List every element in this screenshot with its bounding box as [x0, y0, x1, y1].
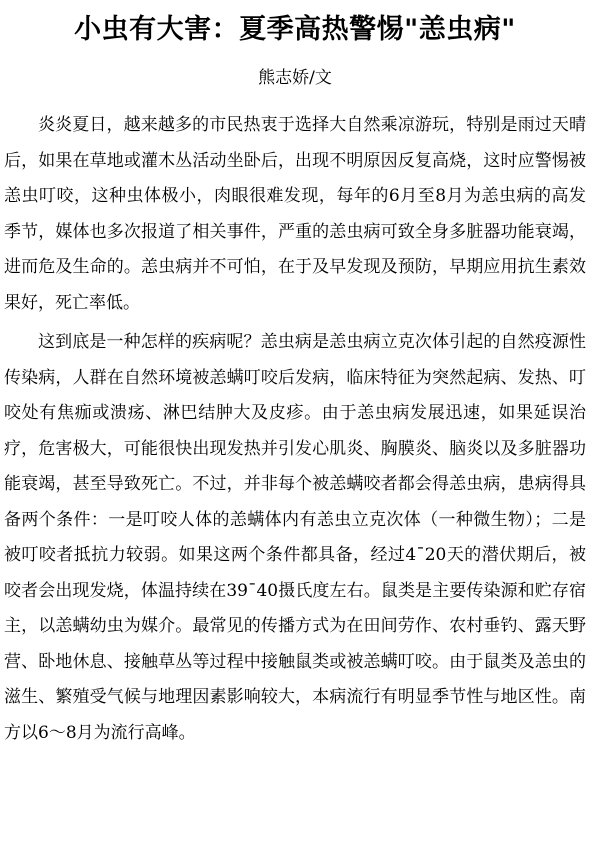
- article-paragraph: 这到底是一种怎样的疾病呢？恙虫病是恙虫病立克次体引起的自然疫源性传染病，人群在自然环境被恙螨叮咬后发病，临床特征为突然起病、发热、叮咬处有焦痂或溃疡、淋巴结肿大及皮疹。由于恙虫病发展迅速，如果延误治疗，危害极大，可能很快出现发热并引发心肌炎、胸膜炎、脑炎以及多脏器功能衰竭，甚至导致死亡。不过，并非每个被恙螨咬者都会得恙虫病，患病得具备两个条件：一是叮咬人体的恙螨体内有恙虫立克次体（一种微生物）；二是被叮咬者抵抗力较弱。如果这两个条件都具备，经过4¯20天的潜伏期后，被咬者会出现发烧，体温持续在39¯40摄氏度左右。鼠类是主要传染源和贮存宿主，以恙螨幼虫为媒介。最常见的传播方式为在田间劳作、农村垂钓、露天野营、卧地休息、接触草丛等过程中接触鼠类或被恙螨叮咬。由于鼠类及恙虫的滋生、繁殖受气候与地理因素影响较大，本病流行有明显季节性与地区性。南方以6～8月为流行高峰。: [4, 332, 586, 743]
- article-paragraph: 炎炎夏日，越来越多的市民热衷于选择大自然乘凉游玩，特别是雨过天晴后，如果在草地或灌木丛活动坐卧后，出现不明原因反复高烧，这时应警惕被恙虫叮咬，这种虫体极小，肉眼很难发现，每年的6月至8月为恙虫病的高发季节，媒体也多次报道了相关事件，严重的恙虫病可致全身多脏器功能衰竭，进而危及生命的。恙虫病并不可怕，在于及早发现及预防，早期应用抗生素效果好，死亡率低。: [4, 115, 586, 313]
- article-body: [4, 108, 586, 751]
- article-title: 小虫有大害：夏季高热警惕"恙虫病": [74, 14, 516, 45]
- article-author: 熊志娇/文: [258, 68, 332, 88]
